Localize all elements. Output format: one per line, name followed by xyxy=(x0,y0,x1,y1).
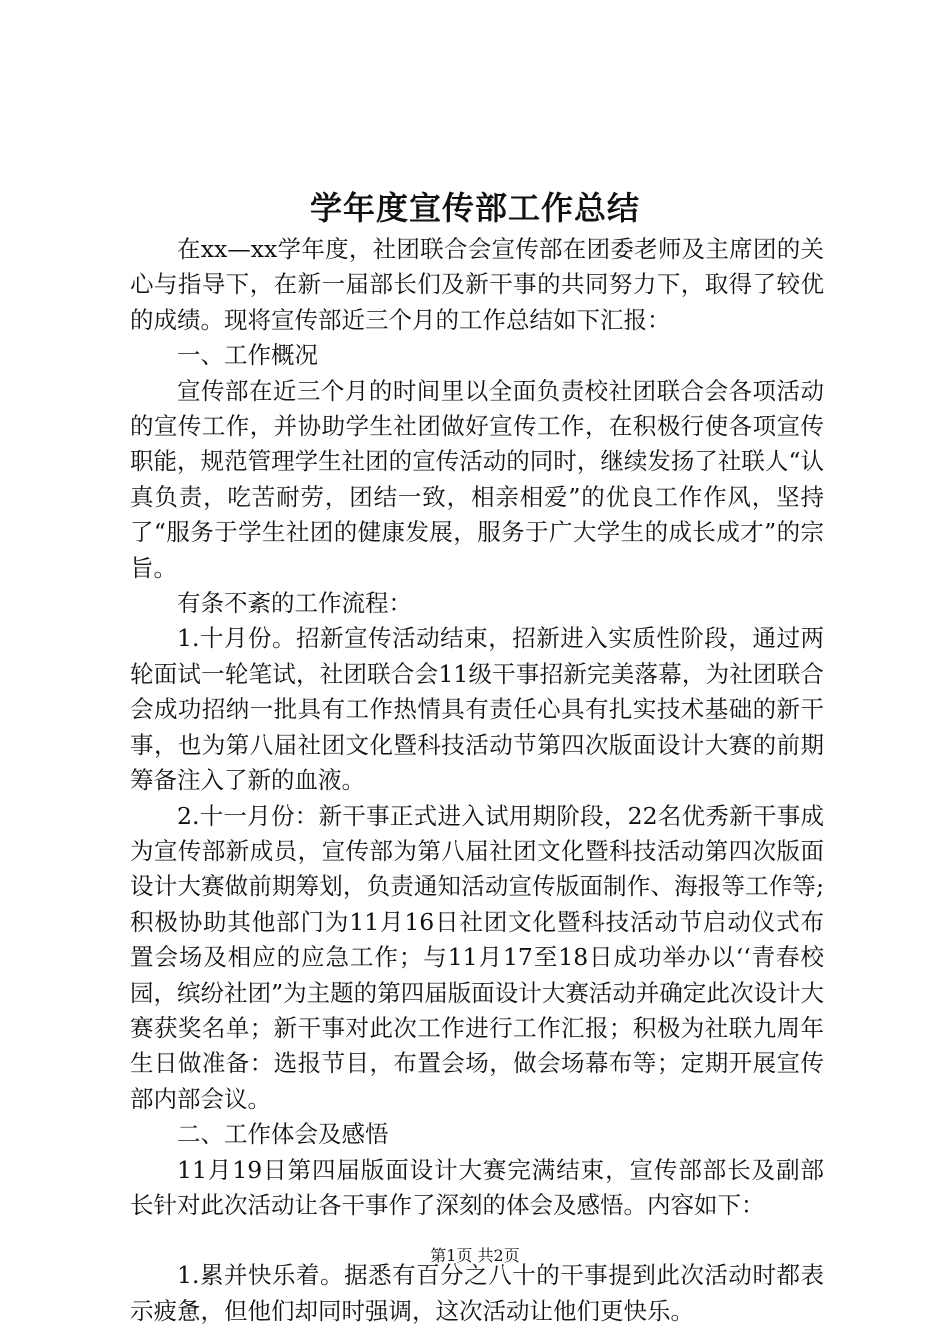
section-heading-reflections: 二、工作体会及感悟 xyxy=(177,1120,389,1149)
document-body xyxy=(130,232,824,1329)
page-number-footer: 第1页 共2页 xyxy=(430,1246,520,1265)
section-heading-overview: 一、工作概况 xyxy=(177,341,318,370)
paragraph-overview: 宣传部在近三个月的时间里以全面负责校社团联合会各项活动的宣传工作，并协助学生社团做好宣传工作，在积极行使各项宣传职能，规范管理学生社团的宣传活动的同时，继续发扬了社联人“认真负责，吃苦耐劳，团结一致，相亲相爱”的优良工作作风，坚持了“服务于学生社团的健康发展，服务于广大学生的成长成才”的宗旨。 xyxy=(130,376,824,582)
paragraph-workflow-heading: 有条不紊的工作流程： xyxy=(177,589,412,618)
paragraph-october: 1.十月份。招新宣传活动结束，招新进入实质性阶段，通过两轮面试一轮笔试，社团联合会11级干事招新完美落幕，为社团联合会成功招纳一批具有工作热情具有责任心具有扎实技术基础的新干事，也为第八届社团文化暨科技活动节第四次版面设计大赛的前期筹备注入了新的血液。 xyxy=(130,624,824,795)
paragraph-intro: 在xx—xx学年度，社团联合会宣传部在团委老师及主席团的关心与指导下，在新一届部长们及新干事的共同努力下，取得了较优的成绩。现将宣传部近三个月的工作总结如下汇报： xyxy=(130,235,824,334)
paragraph-november: 2.十一月份：新干事正式进入试用期阶段，22名优秀新干事成为宣传部新成员，宣传部为第八届社团文化暨科技活动第四次版面设计大赛做前期筹划，负责通知活动宣传版面制作、海报等工作等;积极协助其他部门为11月16日社团文化暨科技活动节启动仪式布置会场及相应的应急工作；与11月17至18日成功举办以‘‘青春校园，缤纷社团”为主题的第四届版面设计大赛活动并确定此次设计大赛获奖名单；新干事对此次工作进行工作汇报；积极为社联九周年生日做准备：选报节目，布置会场，做会场幕布等；定期开展宣传部内部会议。 xyxy=(130,801,824,1113)
paragraph-reflections-intro: 11月19日第四届版面设计大赛完满结束，宣传部部长及副部长针对此次活动让各干事作了深刻的体会及感悟。内容如下： xyxy=(130,1155,824,1219)
paragraph-reflection-1: 1.累并快乐着。据悉有百分之八十的干事提到此次活动时都表示疲惫，但他们却同时强调，这次活动让他们更快乐。 xyxy=(130,1261,824,1325)
document-title: 学年度宣传部工作总结 xyxy=(309,189,640,227)
